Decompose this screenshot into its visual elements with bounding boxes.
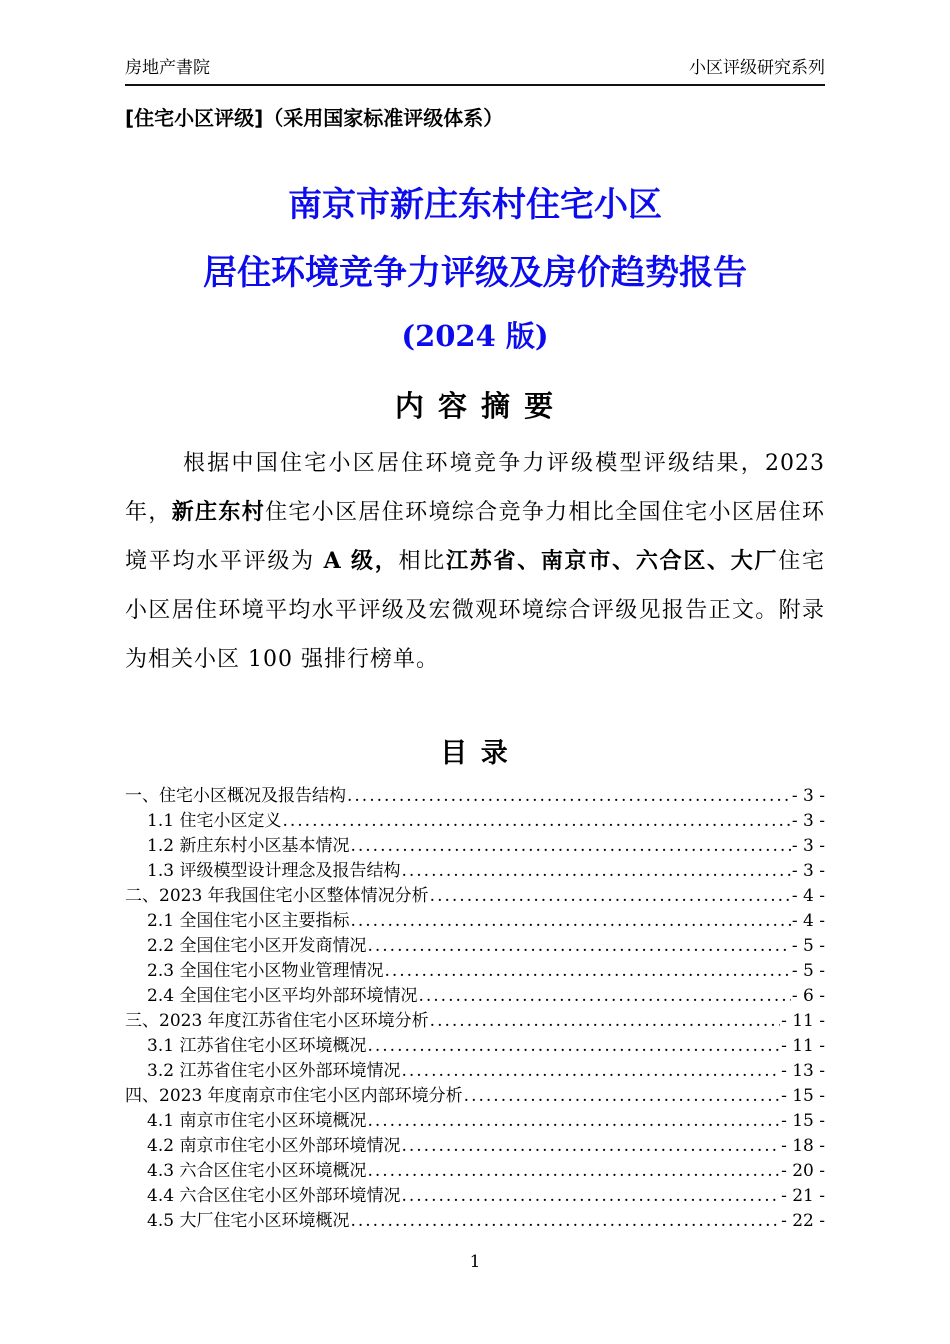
toc-item-page: - 15 - xyxy=(781,1086,825,1106)
toc-item-title: 1.1 住宅小区定义 xyxy=(147,811,282,831)
header-left-text: 房地产書院 xyxy=(125,58,210,78)
toc-item-page: - 11 - xyxy=(781,1036,825,1056)
toc-item[interactable] xyxy=(125,1084,825,1109)
toc-item-title: 2.2 全国住宅小区开发商情况 xyxy=(147,936,367,956)
toc-item-page: - 4 - xyxy=(791,886,825,906)
toc-item-page: - 6 - xyxy=(791,986,825,1006)
summary-segment-regions: 江苏省、南京市、六合区、大厂 xyxy=(446,548,779,574)
summary-segment: 住宅小区居住环境综合竞争力相比全国住宅小区居住环境平均水平评级为 xyxy=(125,500,825,574)
toc-item[interactable] xyxy=(125,1059,825,1084)
toc-leader-dots xyxy=(418,984,790,1009)
toc-leader-dots xyxy=(430,1009,780,1034)
toc-item-title: 一、住宅小区概况及报告结构 xyxy=(125,786,346,806)
toc-item-title: 3.2 江苏省住宅小区外部环境情况 xyxy=(147,1061,401,1081)
toc-item[interactable] xyxy=(125,1159,825,1184)
toc-leader-dots xyxy=(367,1109,780,1134)
toc-item-page: - 3 - xyxy=(791,836,825,856)
summary-segment: 住宅小区居住环境平均水平评级及宏微观环境综合评级见报告正文。附录为相关小区 100 强排行榜单。 xyxy=(125,549,825,672)
toc-item[interactable] xyxy=(125,909,825,934)
toc-item-page: - 5 - xyxy=(791,936,825,956)
toc-item-title: 四、2023 年度南京市住宅小区内部环境分析 xyxy=(125,1086,463,1106)
toc-item-title: 4.1 南京市住宅小区环境概况 xyxy=(147,1111,367,1131)
toc-item-page: - 3 - xyxy=(791,861,825,881)
toc-item-title: 三、2023 年度江苏省住宅小区环境分析 xyxy=(125,1011,429,1031)
toc-list xyxy=(125,784,825,1234)
toc-leader-dots xyxy=(367,934,790,959)
report-title-line1: 南京市新庄东村住宅小区 xyxy=(288,185,662,225)
summary-segment: 相比 xyxy=(398,549,446,574)
toc-item-title: 1.2 新庄东村小区基本情况 xyxy=(147,836,350,856)
summary-heading: 内 容 摘 要 xyxy=(394,389,556,423)
toc-item[interactable] xyxy=(125,809,825,834)
toc-leader-dots xyxy=(430,884,791,909)
toc-item-page: - 18 - xyxy=(781,1136,825,1156)
toc-leader-dots xyxy=(401,1134,780,1159)
toc-item-title: 3.1 江苏省住宅小区环境概况 xyxy=(147,1036,367,1056)
toc-item[interactable] xyxy=(125,834,825,859)
toc-item[interactable] xyxy=(125,784,825,809)
toc-leader-dots xyxy=(367,1034,780,1059)
toc-item-page: - 3 - xyxy=(791,786,825,806)
page-number: 1 xyxy=(469,1252,481,1272)
report-edition: (2024 版) xyxy=(401,319,549,353)
toc-item[interactable] xyxy=(125,1109,825,1134)
summary-paragraph xyxy=(125,439,825,684)
toc-item-page: - 15 - xyxy=(781,1111,825,1131)
toc-item[interactable] xyxy=(125,859,825,884)
toc-leader-dots xyxy=(401,1184,780,1209)
toc-item-title: 4.4 六合区住宅小区外部环境情况 xyxy=(147,1186,401,1206)
report-title-line2: 居住环境竞争力评级及房价趋势报告 xyxy=(203,253,747,293)
toc-item-page: - 3 - xyxy=(791,811,825,831)
toc-item-page: - 5 - xyxy=(791,961,825,981)
toc-item-title: 4.3 六合区住宅小区环境概况 xyxy=(147,1161,367,1181)
toc-item[interactable] xyxy=(125,1209,825,1234)
toc-item[interactable] xyxy=(125,984,825,1009)
toc-item-title: 2.4 全国住宅小区平均外部环境情况 xyxy=(147,986,418,1006)
page-header xyxy=(125,0,825,86)
toc-item-page: - 20 - xyxy=(781,1161,825,1181)
toc-item-page: - 11 - xyxy=(781,1011,825,1031)
toc-item-title: 4.2 南京市住宅小区外部环境情况 xyxy=(147,1136,401,1156)
toc-leader-dots xyxy=(350,909,790,934)
toc-item-title: 4.5 大厂住宅小区环境概况 xyxy=(147,1211,350,1231)
toc-item[interactable] xyxy=(125,934,825,959)
toc-leader-dots xyxy=(350,1209,780,1234)
toc-item-title: 1.3 评级模型设计理念及报告结构 xyxy=(147,861,401,881)
toc-heading: 目 录 xyxy=(440,738,510,769)
toc-item[interactable] xyxy=(125,884,825,909)
toc-item-page: - 22 - xyxy=(781,1211,825,1231)
toc-leader-dots xyxy=(464,1084,780,1109)
toc-item-title: 2.1 全国住宅小区主要指标 xyxy=(147,911,350,931)
toc-item[interactable] xyxy=(125,959,825,984)
summary-segment-community-name: 新庄东村 xyxy=(171,499,266,525)
toc-item[interactable] xyxy=(125,1009,825,1034)
summary-segment: 根据中国住宅小区居住环境竞争力评级模型评级结果，2023 年， xyxy=(125,451,825,525)
toc-leader-dots xyxy=(384,959,790,984)
toc-leader-dots xyxy=(282,809,790,834)
toc-leader-dots xyxy=(347,784,791,809)
rating-system-tagline: [住宅小区评级]（采用国家标准评级体系） xyxy=(125,106,504,130)
header-right-text: 小区评级研究系列 xyxy=(689,58,825,78)
toc-leader-dots xyxy=(401,1059,780,1084)
toc-item-page: - 13 - xyxy=(781,1061,825,1081)
page-content xyxy=(125,0,825,1234)
toc-leader-dots xyxy=(401,859,790,884)
toc-item-page: - 21 - xyxy=(781,1186,825,1206)
toc-item[interactable] xyxy=(125,1134,825,1159)
toc-leader-dots xyxy=(350,834,790,859)
toc-item-title: 2.3 全国住宅小区物业管理情况 xyxy=(147,961,384,981)
summary-segment-grade: A 级， xyxy=(323,548,399,574)
toc-leader-dots xyxy=(367,1159,780,1184)
toc-item[interactable] xyxy=(125,1184,825,1209)
toc-item[interactable] xyxy=(125,1034,825,1059)
toc-item-page: - 4 - xyxy=(791,911,825,931)
toc-item-title: 二、2023 年我国住宅小区整体情况分析 xyxy=(125,886,429,906)
